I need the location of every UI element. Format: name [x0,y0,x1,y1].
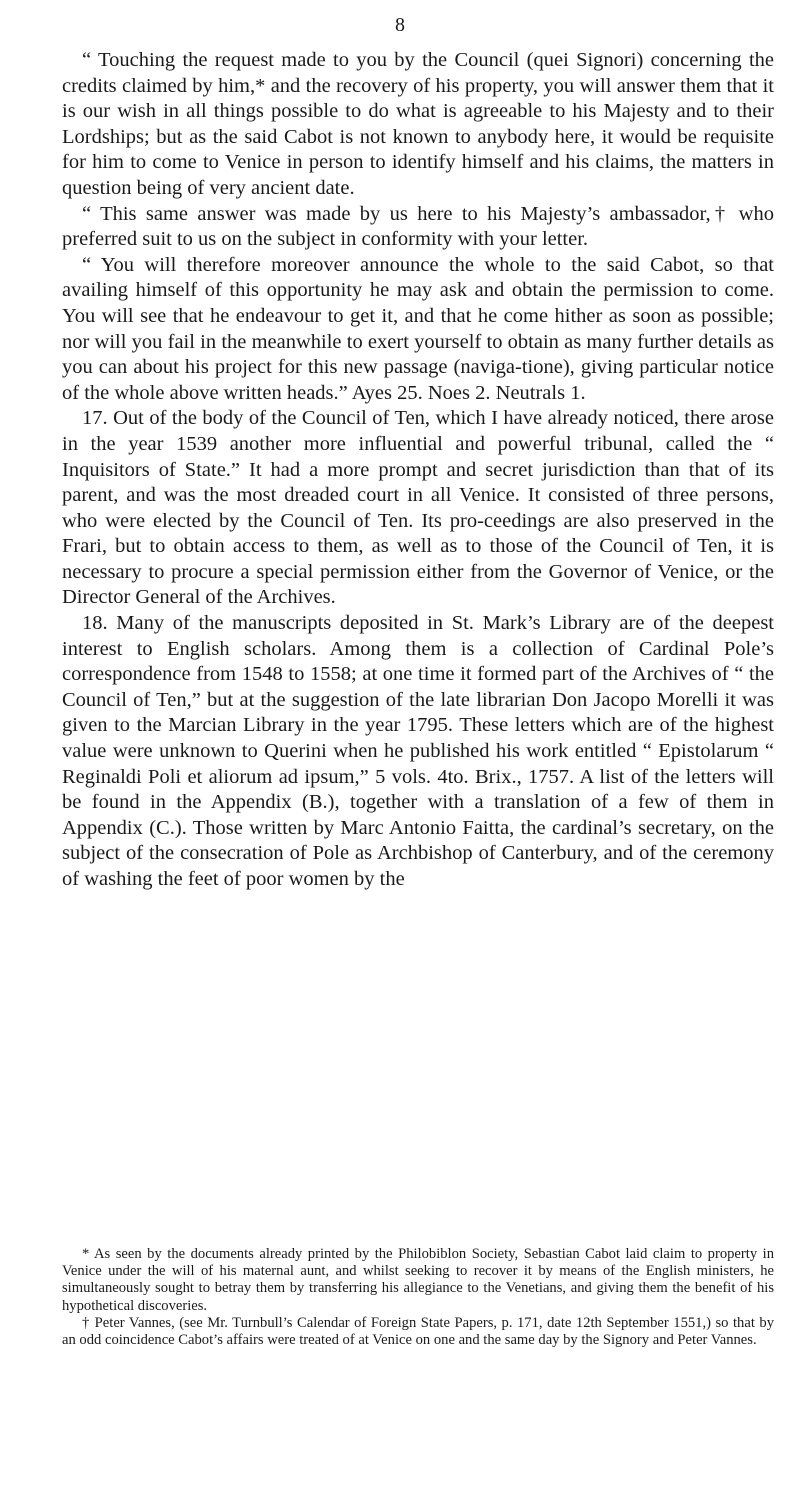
main-text [62,48,774,893]
paragraph-letter-part-1: “ Touching the request made to you by the Council (quei Signori) concerning the credits claimed by him,* and the recovery of his property, you will answer them that it is our wish in all things possible to do what is agreeable to his Majesty and to their Lordships; but as the said Cabot is not known to anybody here, it would be requisite for him to come to Venice in person to identify himself and his claims, the matters in question being of very ancient date. [62,49,774,199]
paragraph-18-st-marks-library: 18. Many of the manuscripts deposited in St. Mark’s Library are of the deepest interest to English scholars. Among them is a collection of Cardinal Pole’s correspondence from 1548 to 1558; at one time it formed part of the Archives of “ the Council of Ten,” but at the suggestion of the late librarian Don Jacopo Morelli it was given to the Marcian Library in the year 1795. These letters which are of the highest value were unknown to Querini when he published his work entitled “ Epistolarum “ Reginaldi Poli et aliorum ad ipsum,” 5 vols. 4to. Brix., 1757. A list of the letters will be found in the Appendix (B.), together with a translation of a few of them in Appendix (C.). Those written by Marc Antonio Faitta, the cardinal’s secretary, on the subject of the consecration of Pole as Archbishop of Canterbury, and of the ceremony of washing the feet of poor women by the [62,612,774,890]
paragraph-letter-part-2: “ This same answer was made by us here to his Majesty’s ambassador,† who preferred suit to us on the subject in conformity with your letter. [62,202,774,251]
paragraph-17-inquisitors: 17. Out of the body of the Council of Ten, which I have already noticed, there arose in the year 1539 another more influential and powerful tribunal, called the “ Inquisitors of State.” It had a more prompt and secret jurisdiction than that of its parent, and was the most dreaded court in all Venice. It consisted of three persons, who were elected by the Council of Ten. Its pro-ceedings are also preserved in the Frari, but to obtain access to them, as well as to those of the Council of Ten, it is necessary to procure a special permission either from the Governor of Venice, or the Director General of the Archives. [62,407,774,609]
footnote-asterisk: * As seen by the documents already printed by the Philobiblon Society, Sebastian Cabot laid claim to property in Venice under the will of his maternal aunt, and whilst seeking to recover it by means of the English ministers, he simultaneously sought to betray them by transferring his allegiance to the Venetians, and giving them the benefit of his hypothetical discoveries. [62,1246,774,1314]
footnotes [62,1246,774,1349]
page-number: 8 [395,14,405,36]
paragraph-letter-part-3: “ You will therefore moreover announce the whole to the said Cabot, so that availing himself of this opportunity he may ask and obtain the permission to come. You will see that he endeavour to get it, and that he come hither as soon as possible; nor will you fail in the meanwhile to exert yourself to obtain as many further details as you can about his project for this new passage (naviga-tione), giving particular notice of the whole above written heads.” Ayes 25. Noes 2. Neutrals 1. [62,253,774,404]
footnote-dagger: † Peter Vannes, (see Mr. Turnbull’s Calendar of Foreign State Papers, p. 171, date 12th September 1551,) so that by an odd coincidence Cabot’s affairs were treated of at Venice on one and the same day by the Signory and Peter Vannes. [62,1314,774,1349]
